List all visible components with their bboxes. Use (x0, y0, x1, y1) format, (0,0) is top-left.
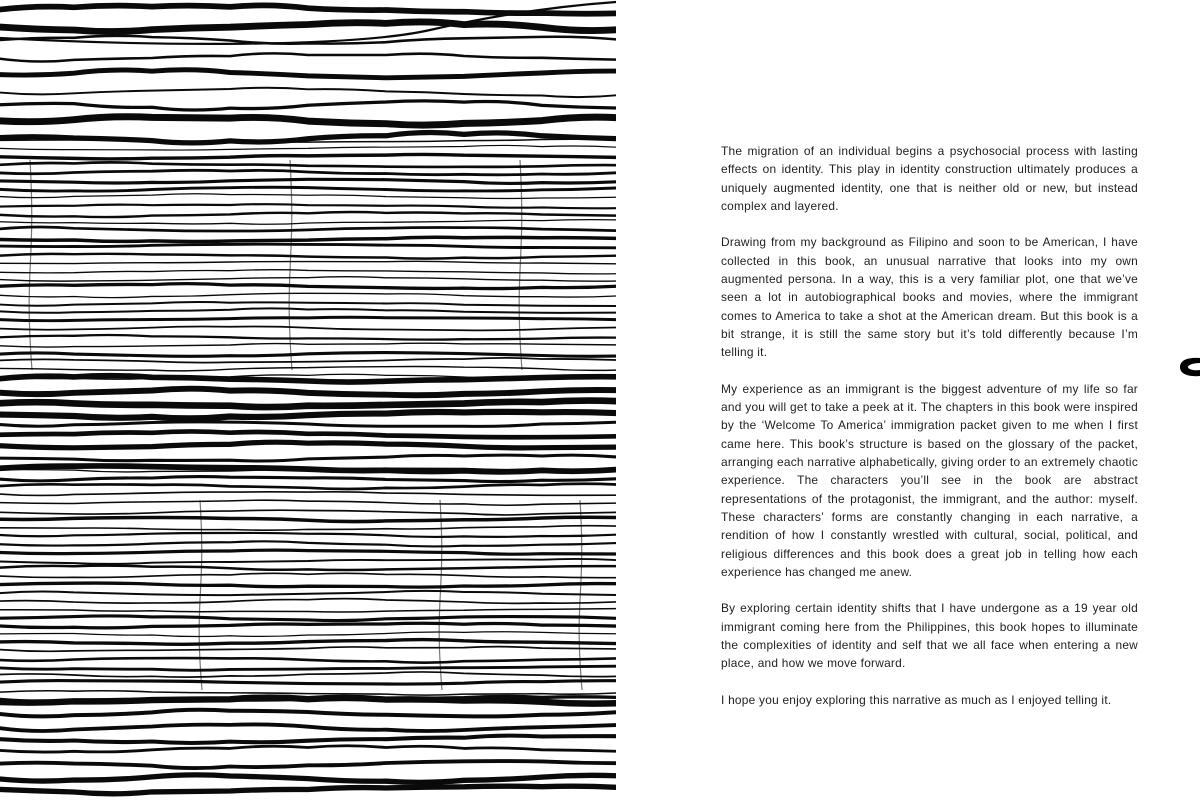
ink-stroke-78 (0, 710, 616, 717)
ink-stroke-68 (0, 632, 616, 637)
paragraph-background: Drawing from my background as Filipino and soon to be American, I have collected in this book, an unusual narrative that looks into my own augmented persona. In a way, this is a very familiar plot, one that we’ve seen a lot in autobiographical books and movies, where the immigrant comes to America to take a shot at the American dream. But this book is a bit strange, it is still the same story but it’s told differently because I’m telling it. (721, 235, 1138, 360)
ink-stroke-13 (0, 170, 616, 174)
ink-stroke-7 (0, 117, 616, 125)
paragraph-closing: I hope you enjoy exploring this narrative as much as I enjoyed telling it. (721, 692, 1112, 707)
ink-stroke-54 (0, 517, 616, 521)
ink-stroke-15 (0, 187, 616, 191)
ink-stroke-52 (0, 500, 616, 505)
ink-stroke-51 (0, 492, 616, 496)
ink-stroke-24 (0, 261, 616, 264)
ink-stroke-61 (0, 573, 616, 577)
ink-stroke-4 (0, 70, 616, 78)
paragraph-purpose: By exploring certain identity shifts that I have undergone as a 19 year old immigrant coming here from the Philippines, this book hopes to illuminate the complexities of identity and self that we all face when entering a new place, and how we move forward. (721, 601, 1138, 671)
ink-stroke-60 (0, 566, 616, 570)
ink-stroke-6 (0, 101, 616, 110)
ink-stroke-62 (0, 583, 616, 587)
ink-stroke-81 (0, 746, 616, 752)
ink-stroke-25 (0, 270, 616, 274)
ink-stroke-17 (0, 204, 616, 208)
ink-stroke-82 (0, 761, 616, 768)
ink-stroke-18 (0, 212, 616, 217)
paragraph-experience: My experience as an immigrant is the biggest adventure of my life so far and you will get to take a peek at it. The chapters in this book were inspired by the ‘Welcome To America’ immigration packet given to me when I first came here. This book’s structure is based on the glossary of the packet, arranging each narrative alphabetically, giving order to an extremely chaotic experience. The characters you’ll see in the book are abstract representations of the protagonist, the immigrant, and the author: myself. These characters’ forms are constantly changing in each narrative, a rendition of how I constantly wrestled with cultural, social, political, and religious differences and this book does a great job in telling how each experience has changed me anew. (721, 381, 1138, 579)
ink-stroke-11 (0, 154, 616, 158)
ink-stroke-67 (0, 623, 616, 628)
ink-stroke-20 (0, 227, 616, 231)
ink-stroke-37 (0, 366, 616, 370)
ink-stroke-57 (0, 541, 616, 546)
ink-stroke-36 (0, 358, 616, 363)
ink-stroke-21 (0, 237, 616, 241)
ink-stroke-30 (0, 308, 616, 312)
ink-stroke-69 (0, 640, 616, 645)
ink-stroke-22 (0, 244, 616, 248)
ink-stroke-63 (0, 591, 616, 595)
ink-stroke-1 (0, 22, 616, 32)
ink-stroke-79 (0, 724, 616, 731)
ink-stroke-40 (0, 389, 616, 396)
ink-stroke-12 (0, 162, 616, 167)
ink-stroke-19 (0, 220, 616, 225)
ink-stroke-23 (0, 254, 616, 259)
ink-stroke-42 (0, 412, 616, 419)
text-page (721, 142, 1138, 728)
ink-stroke-80 (0, 736, 616, 743)
ink-stroke-26 (0, 277, 616, 282)
ink-stroke-33 (0, 335, 616, 340)
ink-stroke-55 (0, 526, 616, 531)
ink-stroke-16 (0, 194, 616, 199)
ink-stroke-59 (0, 559, 616, 564)
ink-stroke-65 (0, 609, 616, 612)
ink-stroke-50 (0, 484, 616, 489)
ink-stroke-64 (0, 599, 616, 604)
ink-stroke-3 (0, 53, 616, 61)
ink-stroke-10 (0, 145, 616, 150)
ink-stroke-73 (0, 672, 616, 677)
ink-stroke-84 (0, 786, 616, 794)
ink-stroke-66 (0, 616, 616, 621)
page-tab-icon (1176, 356, 1200, 380)
ink-stroke-43 (0, 422, 616, 427)
ink-stroke-56 (0, 533, 616, 537)
ink-stroke-49 (0, 477, 616, 482)
ink-stroke-70 (0, 647, 616, 652)
ink-stroke-27 (0, 284, 616, 289)
ink-stroke-75 (0, 691, 616, 695)
ink-stroke-53 (0, 510, 616, 515)
ink-stroke-58 (0, 550, 616, 554)
ink-stroke-72 (0, 666, 616, 670)
ink-stroke-29 (0, 302, 616, 306)
ink-stroke-32 (0, 326, 616, 330)
ink-stroke-44 (0, 431, 616, 437)
ink-stroke-35 (0, 353, 616, 357)
ink-stroke-77 (0, 698, 616, 704)
ink-stroke-5 (0, 88, 616, 97)
ink-stroke-45 (0, 442, 616, 448)
ink-stroke-71 (0, 658, 616, 663)
ink-stroke-31 (0, 317, 616, 320)
ink-stroke-41 (0, 401, 616, 407)
ink-stroke-14 (0, 179, 616, 183)
ink-stroke-34 (0, 343, 616, 347)
ink-stroke-28 (0, 293, 616, 297)
paragraph-intro: The migration of an individual begins a psychosocial process with lasting effects on identity. This play in identity construction ultimately produces a uniquely augmented identity, one that is neither old or new, but instead complex and layered. (721, 144, 1138, 213)
ink-stroke-74 (0, 681, 616, 684)
ink-stroke-46 (0, 455, 616, 461)
ink-stroke-83 (0, 775, 616, 782)
